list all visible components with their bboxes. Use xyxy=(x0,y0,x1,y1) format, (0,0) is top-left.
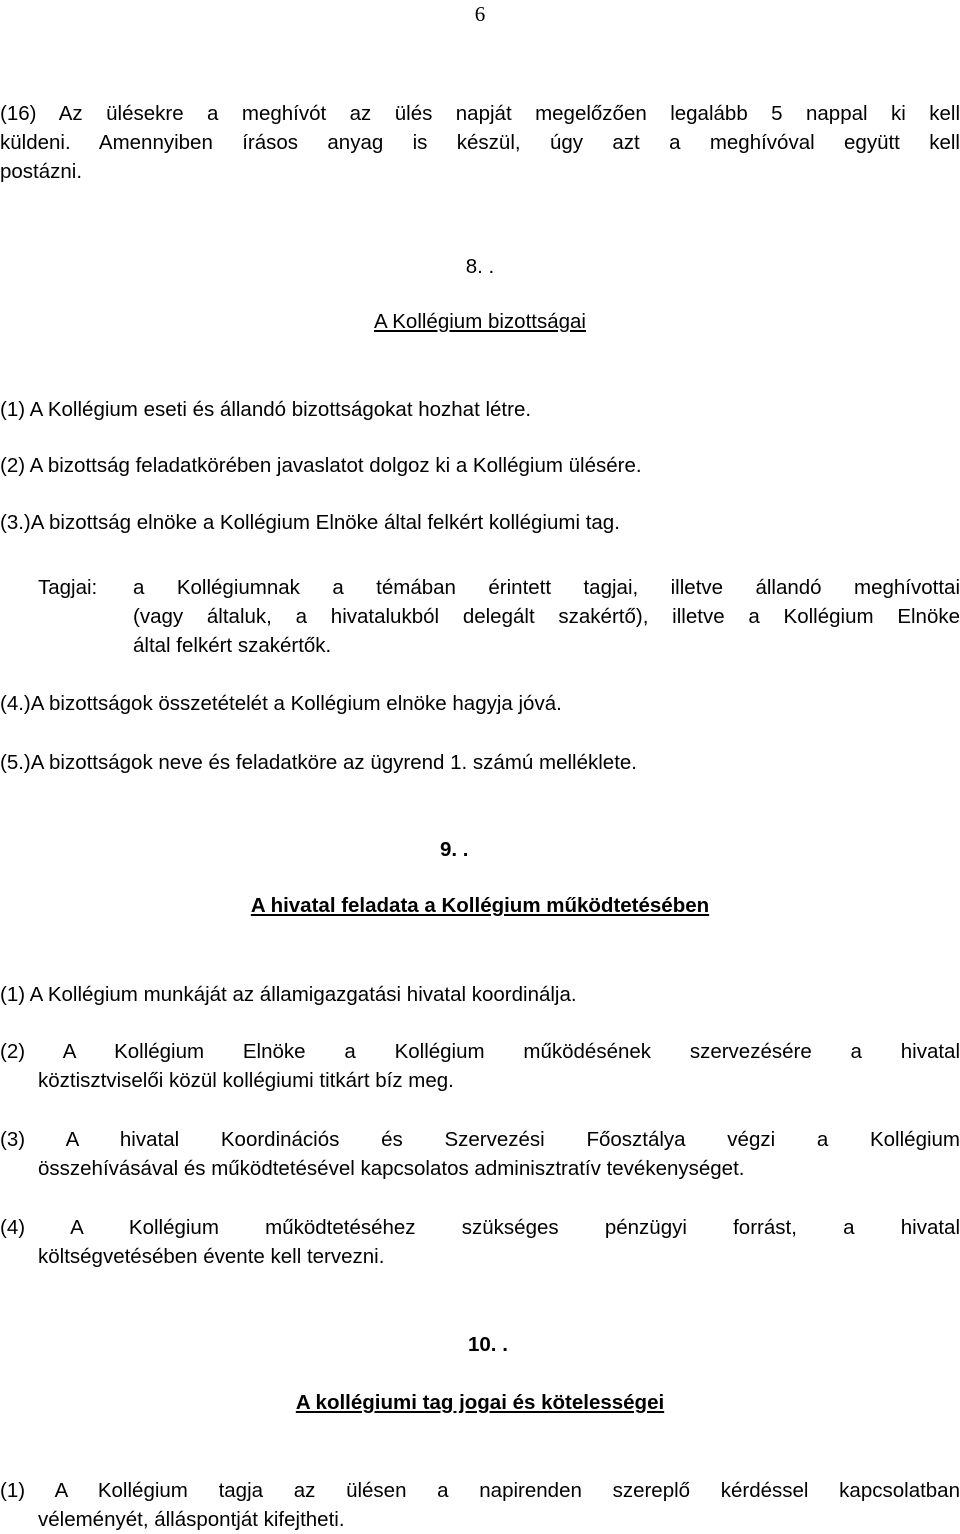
section-8-number: 8. . xyxy=(465,255,495,278)
section-9-item-2-line-1: (2) A Kollégium Elnöke a Kollégium működésének szervezésére a hivatal xyxy=(0,1040,960,1063)
section-9-item-1: (1) A Kollégium munkáját az államigazgatási hivatal koordinálja. xyxy=(0,983,577,1006)
section-8-item-3: (3.)A bizottság elnöke a Kollégium Elnöke által felkért kollégiumi tag. xyxy=(0,511,620,534)
page-number: 6 xyxy=(474,2,486,26)
members-line-3: által felkért szakértők. xyxy=(133,634,332,657)
members-line-1: a Kollégiumnak a témában érintett tagjai, illetve állandó meghívottai xyxy=(133,576,960,599)
paragraph-16-line-2: küldeni. Amennyiben írásos anyag is készül, úgy azt a meghívóval együtt kell xyxy=(0,131,960,154)
members-label: Tagjai: xyxy=(38,576,98,599)
section-8-title: A Kollégium bizottságai xyxy=(374,310,586,333)
members-line-2: (vagy általuk, a hivatalukból delegált szakértő), illetve a Kollégium Elnöke xyxy=(133,605,960,628)
section-10-number: 10. . xyxy=(468,1333,508,1356)
section-8-item-4: (4.)A bizottságok összetételét a Kollégium elnöke hagyja jóvá. xyxy=(0,692,562,715)
section-9-title: A hivatal feladata a Kollégium működtetésében xyxy=(250,894,710,917)
section-8-item-2: (2) A bizottság feladatkörében javaslatot dolgoz ki a Kollégium ülésére. xyxy=(0,454,642,477)
section-9-item-3-line-1: (3) A hivatal Koordinációs és Szervezési Főosztálya végzi a Kollégium xyxy=(0,1128,960,1151)
section-9-item-4-line-1: (4) A Kollégium működtetéséhez szükséges pénzügyi forrást, a hivatal xyxy=(0,1216,960,1239)
paragraph-16-line-1: (16) Az ülésekre a meghívót az ülés napját megelőzően legalább 5 nappal ki kell xyxy=(0,102,960,125)
section-10-title: A kollégiumi tag jogai és kötelességei xyxy=(295,1391,665,1414)
section-9-item-3-line-2: összehívásával és működtetésével kapcsolatos adminisztratív tevékenységet. xyxy=(38,1157,745,1180)
paragraph-16-line-3: postázni. xyxy=(0,160,83,183)
section-9-number: 9. . xyxy=(440,838,469,861)
section-9-item-4-line-2: költségvetésében évente kell tervezni. xyxy=(38,1245,385,1268)
section-10-item-1-line-1: (1) A Kollégium tagja az ülésen a napirenden szereplő kérdéssel kapcsolatban xyxy=(0,1479,960,1502)
section-8-item-5: (5.)A bizottságok neve és feladatköre az ügyrend 1. számú melléklete. xyxy=(0,751,637,774)
section-8-item-1: (1) A Kollégium eseti és állandó bizottságokat hozhat létre. xyxy=(0,398,532,421)
section-10-item-1-line-2: véleményét, álláspontját kifejtheti. xyxy=(38,1508,345,1531)
section-9-item-2-line-2: köztisztviselői közül kollégiumi titkárt bíz meg. xyxy=(38,1069,454,1092)
